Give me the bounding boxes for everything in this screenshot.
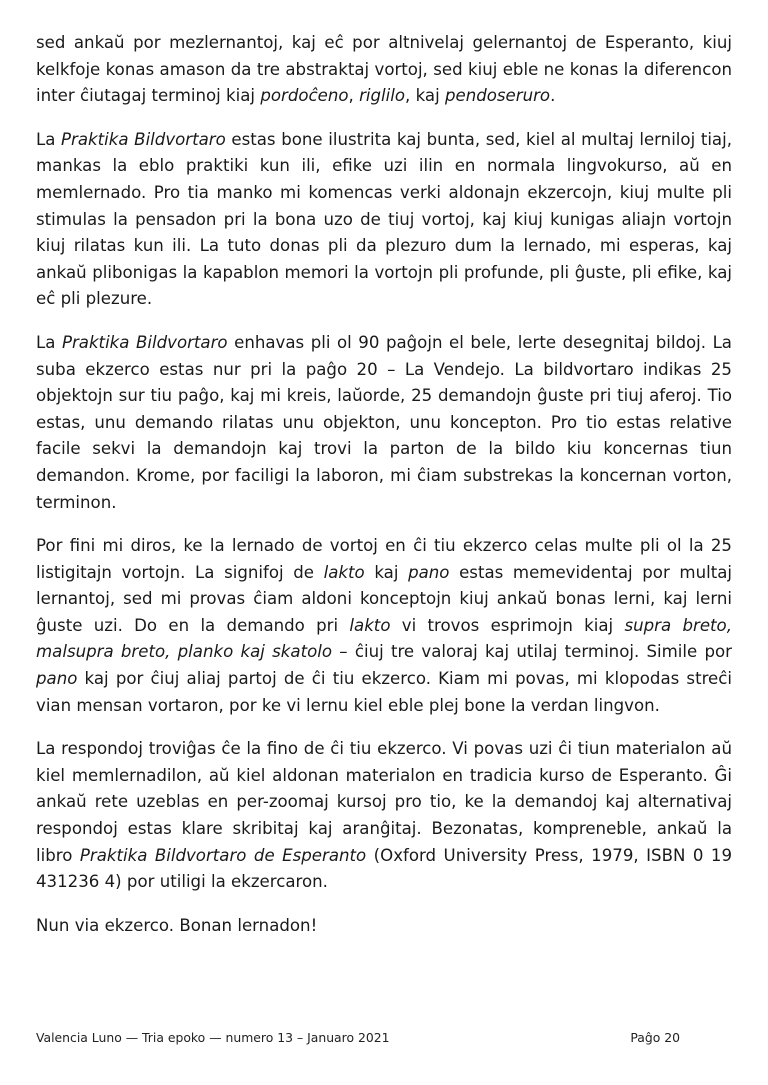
italic-term: Praktika Bildvortaro [61, 332, 228, 352]
italic-term: lakto [323, 562, 365, 582]
text-run: sed ankaŭ por mezlernantoj, kaj eĉ por altnivelaj gelernantoj de Esperanto, kiuj kelkfoje konas amason da tre abstraktaj vortoj, sed kiuj eble ne konas la diferencon inter ĉiutagaj terminoj kiaj [36, 33, 732, 106]
footer-publication: Valencia Luno — Tria epoko — numero 13 – Januaro 2021 [36, 1030, 390, 1045]
footer-page-number: Paĝo 20 [630, 1030, 680, 1045]
text-run: La [36, 332, 62, 352]
text-run: La respondoj troviĝas ĉe la fino de ĉi tiu ekzerco. Vi povas uzi ĉi tiun materialon aŭ kiel memlernadilon, aŭ kiel aldonan materialon en tradicia kurso de Esperanto. Ĝi ankaŭ rete uzeblas en per-zoomaj kursoj pro tio, ke la demandoj kaj alternativaj respondoj estas klare skribitaj kaj aranĝitaj. Bezonatas, kompreneble, ankaŭ la libro [36, 739, 732, 865]
paragraph-4 [36, 533, 732, 719]
italic-term: pendoseruro [444, 86, 551, 106]
text-run: , kaj [405, 86, 445, 106]
text-run: , [348, 86, 360, 106]
italic-term: Praktika Bildvortaro de Esperanto [79, 845, 367, 865]
text-run: Por fini mi diros, ke la lernado de vortoj en ĉi tiu ekzerco celas multe pli ol la 25 listigitajn vortojn. La signifoj de [36, 536, 732, 582]
italic-term: pordoĉeno [260, 86, 349, 106]
italic-term: lakto [349, 615, 391, 635]
text-run: La [36, 129, 62, 149]
text-run: enhavas pli ol 90 paĝojn el bele, lerte desegnitaj bildoj. La suba ekzerco estas nur pri la paĝo 20 – La Vendejo. La bildvortaro indikas 25 objektojn sur tiu paĝo, kaj mi kreis, laŭorde, 25 demandojn ĝuste pri tiuj aferoj. Tio estas, unu demando rilatas unu objekton, unu koncepton. Pro tio estas relative facile sekvi la demandojn kaj trovi la parton de la bildo kiu koncernas tiun demandon. Krome, por faciligi la laboron, mi ĉiam substrekas la koncernan vorton, terminon. [36, 332, 732, 512]
text-run: . [550, 86, 556, 106]
article-body [36, 30, 732, 956]
text-run: vi trovos esprimojn kiaj [390, 615, 625, 635]
paragraph-5 [36, 736, 732, 896]
paragraph-6 [36, 913, 732, 940]
text-run: – ĉiuj tre valoraj kaj utilaj terminoj. Simile por [332, 642, 733, 662]
text-run: estas bone ilustrita kaj bunta, sed, kiel al multaj lerniloj tiaj, mankas la eblo praktiki kun ili, efike uzi ilin en normala lingvokurso, aŭ en memlernado. Pro tia manko mi komencas verki aldonajn ekzercojn, kiuj multe pli stimulas la pensadon pri la bona uzo de tiuj vortoj, kaj kiuj kunigas aliajn vortojn kiuj rilatas kun ili. La tuto donas pli da plezuro dum la lernado, mi esperas, kaj ankaŭ plibonigas la kapablon memori la vortojn pli profunde, pli ĝuste, pli efike, kaj eĉ pli plezure. [36, 129, 732, 309]
italic-term: riglilo [359, 86, 406, 106]
text-run: (Oxford University Press, 1979, ISBN 0 19 431236 4) por utiligi la ekzercaron. [36, 845, 733, 892]
italic-term: Praktika Bildvortaro [61, 129, 226, 149]
italic-term: pano [408, 562, 450, 582]
italic-term: supra breto, malsupra breto, planko kaj skatolo [36, 615, 732, 662]
text-run: kaj por ĉiuj aliaj partoj de ĉi tiu ekzerco. Kiam mi povas, mi klopodas streĉi vian mensan vortaron, por ke vi lernu kiel eble plej bone la verdan lingvon. [36, 669, 732, 715]
paragraph-1 [36, 30, 732, 110]
paragraph-3 [36, 330, 732, 516]
paragraph-2 [36, 127, 732, 313]
text-run: estas memevidentaj por multaj lernantoj, sed mi provas ĉiam aldoni konceptojn kiuj ankaŭ bonas lerni, kaj lerni ĝuste uzi. Do en la demando pri [36, 562, 732, 635]
text-run: kaj [364, 562, 409, 582]
italic-term: pano [36, 669, 78, 689]
text-run: Nun via ekzerco. Bonan lernadon! [36, 915, 318, 935]
page-footer [36, 1030, 680, 1045]
